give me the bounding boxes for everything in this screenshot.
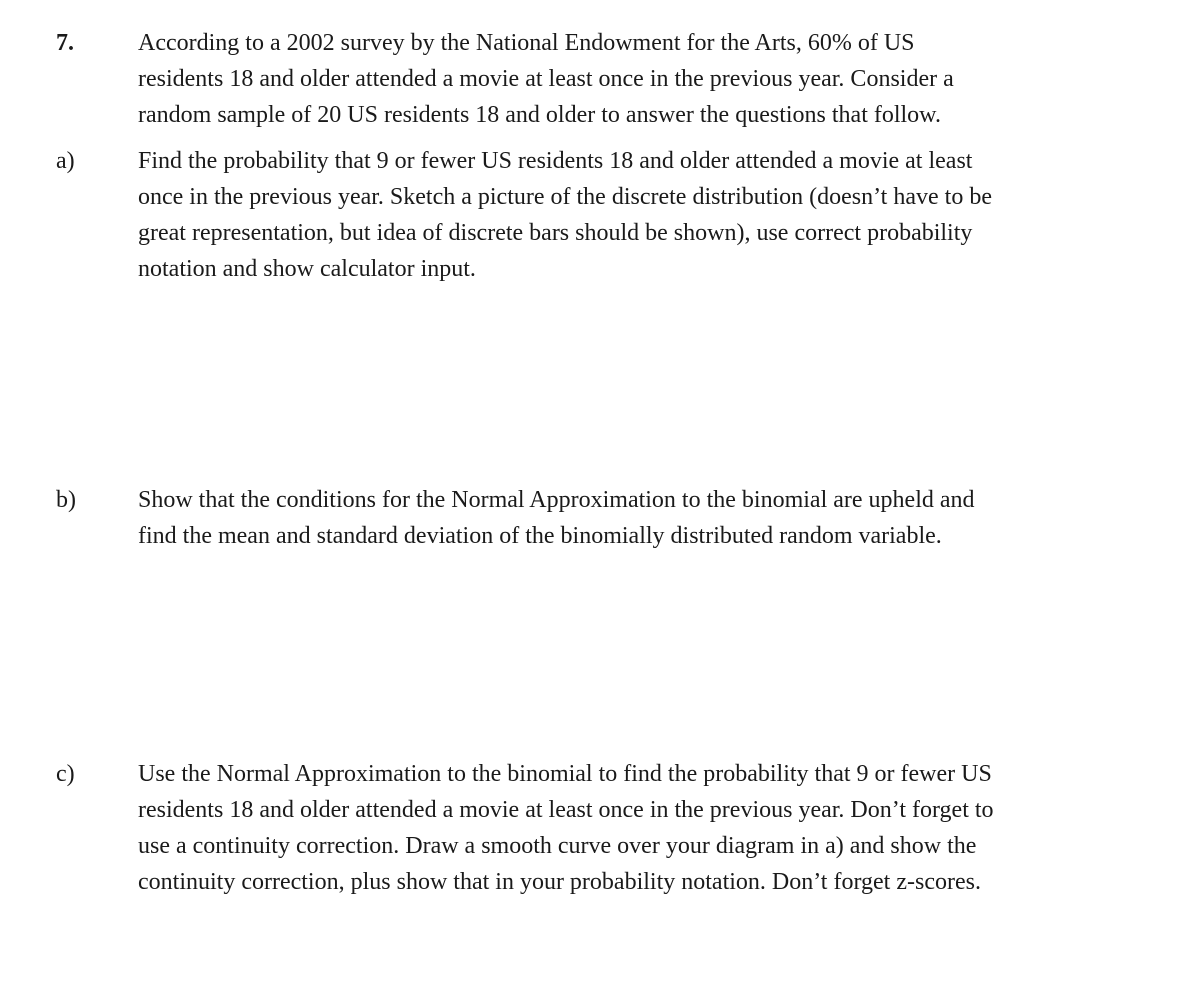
part-c-line: continuity correction, plus show that in your probability notation. Don’t forget z-scores.	[138, 869, 981, 895]
part-b-text	[138, 482, 1138, 554]
question-stem-line: According to a 2002 survey by the National Endowment for the Arts, 60% of US	[138, 30, 915, 56]
part-a-text	[138, 143, 1138, 287]
part-a-label: a)	[56, 148, 75, 174]
part-c-line: use a continuity correction. Draw a smooth curve over your diagram in a) and show the	[138, 833, 977, 859]
part-c-line: residents 18 and older attended a movie at least once in the previous year. Don’t forget to	[138, 797, 994, 823]
part-c-label: c)	[56, 761, 75, 787]
part-b-line: Show that the conditions for the Normal Approximation to the binomial are upheld and	[138, 487, 975, 513]
part-b-line: find the mean and standard deviation of the binomially distributed random variable.	[138, 523, 942, 549]
part-a-line: Find the probability that 9 or fewer US residents 18 and older attended a movie at least	[138, 148, 973, 174]
part-a-line: notation and show calculator input.	[138, 256, 476, 282]
question-stem-line: random sample of 20 US residents 18 and older to answer the questions that follow.	[138, 102, 941, 128]
part-b-label: b)	[56, 487, 76, 513]
question-stem-line: residents 18 and older attended a movie at least once in the previous year. Consider a	[138, 66, 954, 92]
part-a-line: once in the previous year. Sketch a picture of the discrete distribution (doesn’t have to be	[138, 184, 992, 210]
part-c-text	[138, 756, 1138, 900]
question-number: 7.	[56, 30, 74, 56]
part-c-line: Use the Normal Approximation to the binomial to find the probability that 9 or fewer US	[138, 761, 992, 787]
part-a-line: great representation, but idea of discrete bars should be shown), use correct probability	[138, 220, 973, 246]
question-stem	[138, 25, 1138, 133]
